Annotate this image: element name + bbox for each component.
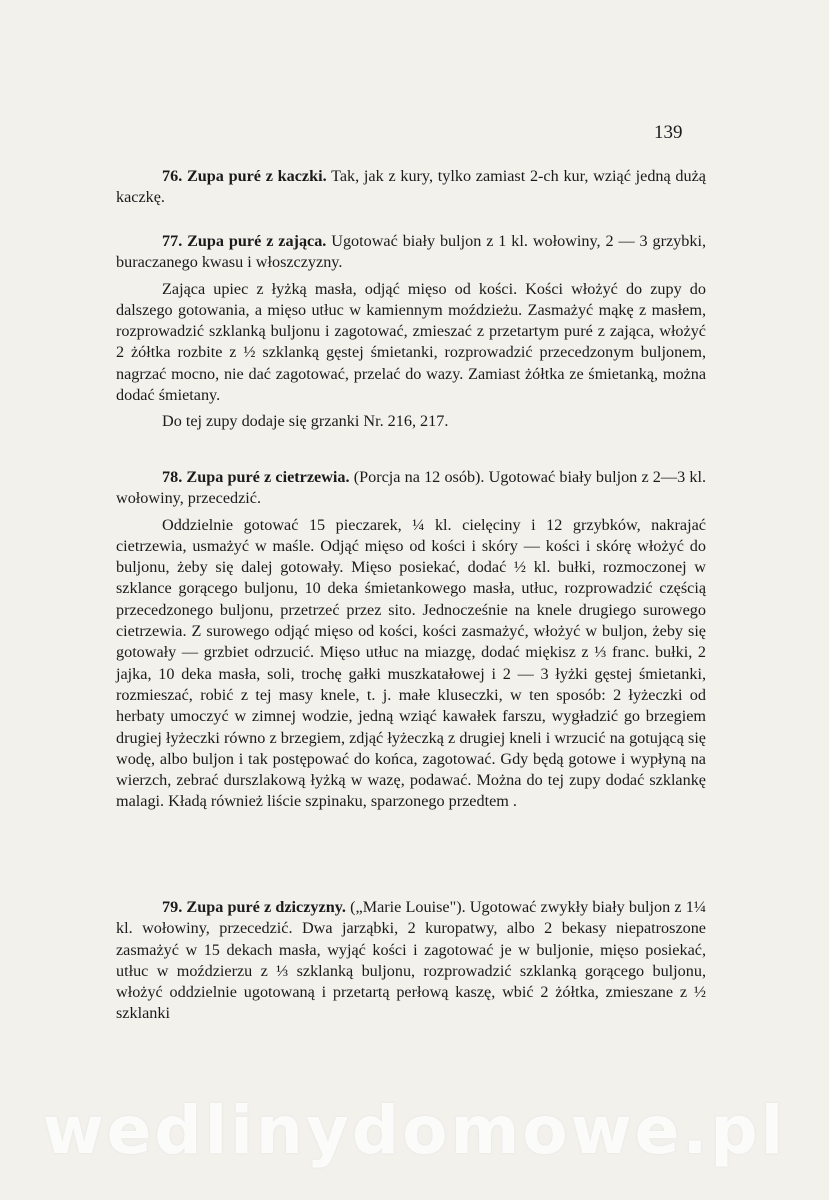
recipe-paragraph: Oddzielnie gotować 15 pieczarek, ¼ kl. cielęciny i 12 grzybków, nakrajać cietrzewia, usmażyć w maśle. Odjąć mięso od kości i skóry — kości i skórę włożyć do buljonu, żeby się dalej gotowały. Mięso posiekać, dodać ½ kl. bułki, rozmoczonej w szklance gorącego buljonu, 10 deka śmietankowego masła, utłuc, rozprowadzić częścią przecedzonego buljonu, przetrzeć przez sito. Jednocześnie na knele drugiego surowego cietrzewia. Z surowego odjąć mięso od kości, kości zasmażyć, włożyć w buljon, żeby się gotowały — grzbiet odrzucić. Mięso utłuc na miazgę, dodać miękisz z ⅓ franc. bułki, 2 jajka, 10 deka masła, soli, trochę gałki muszkatałowej i 2 — 3 łyżki gęstej śmietanki, rozmieszać, robić z tej masy knele, t. j. małe kluseczki, w ten sposób: 2 łyżeczki od herbaty umoczyć w zimnej wodzie, jedną wziąć kawałek farszu, wygładzić go brzegiem drugiej łyżeczki równo z brzegiem, zdjąć łyżeczką z drugiej kneli i wrzucić na gotującą się wodę, albo buljon i tak postępować do końca, zagotować. Gdy będą gotowe i wypłyną na wierzch, zebrać durszlakową łyżką w wazę, podawać. Można do tej zupy dodać szklankę malagi. Kładą również liście szpinaku, sparzonego przedtem . xyxy=(116,515,706,811)
recipe-title: 78. Zupa puré z cietrzewia. xyxy=(162,468,350,486)
recipe-title: 77. Zupa puré z zająca. xyxy=(162,232,327,250)
recipe-text: (Porcja na 12 osób). Ugotować biały buljon z 2—3 kl. wołowiny, przecedzić. xyxy=(116,468,706,508)
page-number: 139 xyxy=(654,122,683,143)
recipe-paragraph xyxy=(116,231,706,274)
recipe-77 xyxy=(116,231,706,433)
recipe-79 xyxy=(116,897,706,1025)
recipe-paragraph: Zająca upiec z łyżką masła, odjąć mięso od kości. Kości włożyć do zupy do dalszego gotowania, a mięso utłuc w kamiennym moździeżu. Zasmażyć mąkę z masłem, rozprowadzić szklanką buljonu i zagotować, zmieszać z przetartym puré z zająca, włożyć 2 żółtka rozbite z ½ szklanką gęstej śmietanki, rozprowadzić przecedzonym buljonem, nagrzać mocno, nie dać zagotować, przelać do wazy. Zamiast żółtka ze śmietanką, można dodać śmietany. xyxy=(116,279,706,405)
recipe-76 xyxy=(116,166,706,209)
watermark: wedlinydomowe.pl xyxy=(42,1092,787,1169)
recipe-text: Tak, jak z kury, tylko zamiast 2-ch kur, wziąć jedną dużą kaczkę. xyxy=(116,167,706,207)
recipe-78 xyxy=(116,467,706,813)
recipe-paragraph xyxy=(116,166,706,209)
recipe-title: 76. Zupa puré z kaczki. xyxy=(162,167,327,185)
recipe-paragraph xyxy=(116,897,706,1025)
recipe-text: („Marie Louise"). Ugotować zwykły biały buljon z 1¼ kl. wołowiny, przecedzić. Dwa jarząbki, 2 kuropatwy, albo 2 bekasy niepatroszone zasmażyć w 15 dekach masła, wyjąć kości i zagotować je w buljonie, mięso posiekać, utłuc w moździerzu z ⅓ szklanką buljonu, rozprowadzić szklanką gorącego buljonu, włożyć oddzielnie ugotowaną i przetartą perłową kaszę, wbić 2 żółtka, zmieszane z ½ szklanki xyxy=(116,898,707,1023)
recipe-paragraph xyxy=(116,467,706,510)
recipe-paragraph: Do tej zupy dodaje się grzanki Nr. 216, 217. xyxy=(162,412,449,431)
recipe-text: Ugotować biały buljon z 1 kl. wołowiny, 2 — 3 grzybki, buraczanego kwasu i włoszczyzny. xyxy=(116,232,707,272)
recipe-title: 79. Zupa puré z dziczyzny. xyxy=(162,898,346,916)
